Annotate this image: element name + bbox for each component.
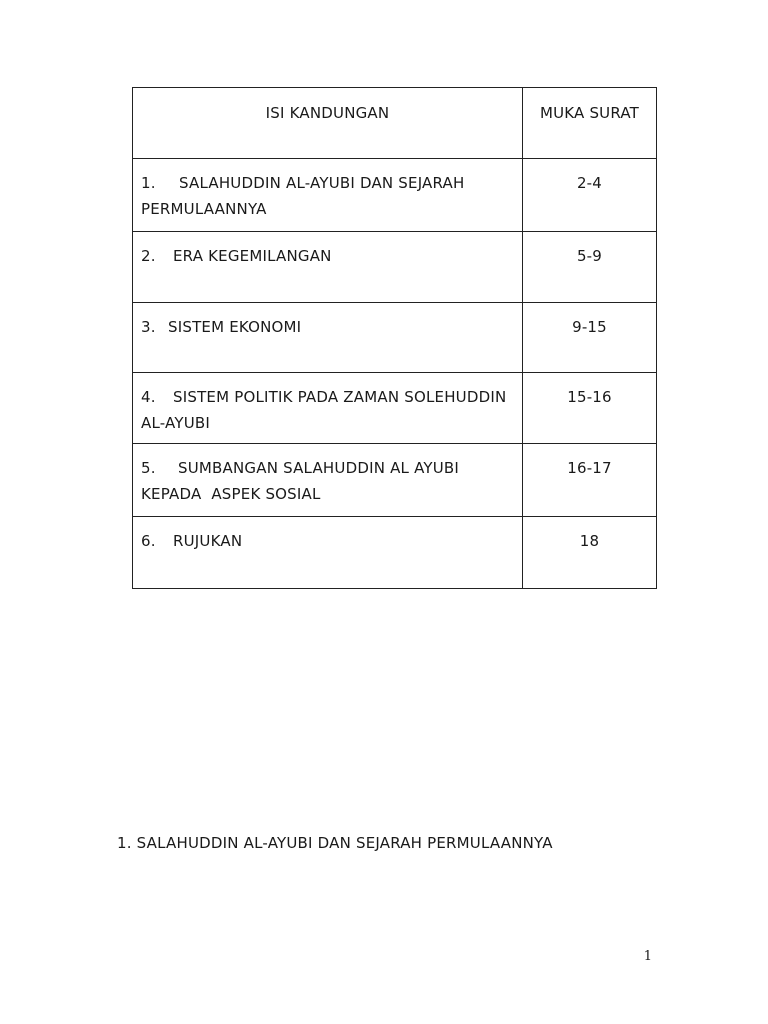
table-row — [133, 159, 657, 232]
toc-entry-title: ERA KEGEMILANGAN — [173, 247, 332, 265]
toc-entry-title: SALAHUDDIN AL-AYUBI DAN SEJARAH PERMULAANNYA — [141, 174, 465, 218]
toc-entry — [133, 159, 523, 232]
toc-entry — [133, 232, 523, 303]
table-row — [133, 232, 657, 303]
page-number: 1 — [643, 949, 652, 964]
toc-entry-pages: 9-15 — [523, 303, 657, 373]
toc-entry-pages: 2-4 — [523, 159, 657, 232]
toc-entry-number: 2. — [141, 247, 156, 265]
table-row — [133, 373, 657, 444]
toc-header-row — [133, 88, 657, 159]
toc-entry — [133, 373, 523, 444]
toc-entry-pages: 18 — [523, 517, 657, 589]
toc-entry — [133, 517, 523, 589]
table-of-contents — [132, 87, 657, 589]
table-row — [133, 444, 657, 517]
toc-entry-number: 6. — [141, 532, 156, 550]
toc-entry-pages: 5-9 — [523, 232, 657, 303]
toc-entry-pages: 15-16 — [523, 373, 657, 444]
toc-entry-title: RUJUKAN — [173, 532, 243, 550]
toc-entry — [133, 303, 523, 373]
toc-entry-number: 1. — [141, 174, 156, 192]
table-row — [133, 303, 657, 373]
section-heading: 1. SALAHUDDIN AL-AYUBI DAN SEJARAH PERMULAANNYA — [117, 834, 553, 852]
toc-entry-number: 5. — [141, 459, 156, 477]
toc-header-page-label: MUKA SURAT — [539, 104, 640, 122]
table-row — [133, 517, 657, 589]
toc-entry-pages: 16-17 — [523, 444, 657, 517]
toc-entry — [133, 444, 523, 517]
toc-header-content-label: ISI KANDUNGAN — [265, 104, 390, 122]
toc-entry-number: 4. — [141, 388, 156, 406]
toc-entry-title: SISTEM EKONOMI — [168, 318, 302, 336]
toc-header-page — [523, 88, 657, 159]
toc-entry-title: SISTEM POLITIK PADA ZAMAN SOLEHUDDIN AL-AYUBI — [141, 388, 507, 432]
toc-header-content — [133, 88, 523, 159]
toc-entry-title: SUMBANGAN SALAHUDDIN AL AYUBI KEPADA ASPEK SOSIAL — [141, 459, 464, 503]
toc-entry-number: 3. — [141, 318, 156, 336]
